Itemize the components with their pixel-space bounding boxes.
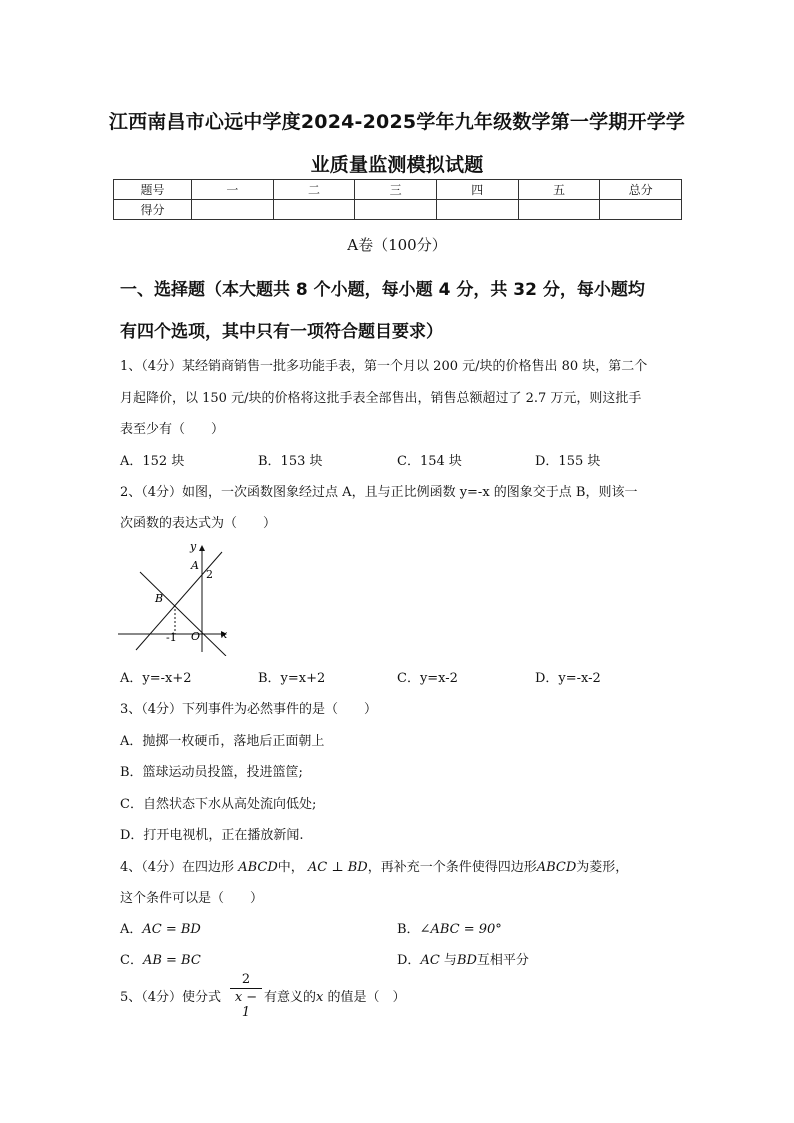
score-row-label: 得分 [114,200,192,220]
graph-label-minus-1: -1 [166,631,177,644]
q4-option-c-math: AB = BC [142,953,201,968]
score-cell[interactable] [436,200,518,220]
q1-option-d[interactable]: D．155 块 [535,454,601,469]
q2-function-graph [118,538,243,656]
graph-label-a: A [191,559,199,572]
graph-label-o: O [191,630,201,643]
q3-stem: 3、（4分）下列事件为必然事件的是（ ） [120,702,378,717]
line-through-a-b [136,552,222,650]
q4-option-b-math: ∠ABC = 90° [419,922,502,937]
q4-condition-math: AC ⊥ BD [307,860,368,875]
q2-stem-line1: 2、（4分）如图，一次函数图象经过点 A，且与正比例函数 y=-x 的图象交于点 B，则该一 [120,485,638,500]
q2-option-d[interactable]: D．y=-x-2 [535,671,601,686]
q4-option-a[interactable] [120,918,201,937]
paper-a-label: A卷（100分） [347,236,447,254]
q4-option-d-text-2: 互相平分 [476,953,529,968]
q4-option-d-text-1: 与 [443,953,457,968]
q2-option-c[interactable]: C．y=x-2 [397,671,458,686]
score-table-header-cell: 总分 [600,180,682,200]
q1-option-a[interactable]: A．152 块 [120,454,185,469]
score-table-score-row [114,200,682,220]
score-table-header-cell: 题号 [114,180,192,200]
q4-option-a-label: A． [120,922,143,937]
q4-abcd-math-2: ABCD [536,860,577,875]
graph-label-x: x [221,628,228,641]
q1-stem-line3: 表至少有（ ） [120,422,225,437]
q3-option-b[interactable]: B．篮球运动员投篮，投进篮筐; [120,765,303,780]
q3-option-d[interactable]: D．打开电视机，正在播放新闻. [120,828,304,843]
q4-option-d-math-2: BD [456,953,477,968]
q4-option-d-label: D． [397,953,421,968]
q1-option-c[interactable]: C．154 块 [397,454,462,469]
q5-fraction [230,972,262,1020]
q1-option-b[interactable]: B．153 块 [258,454,323,469]
score-table-header-cell: 二 [273,180,355,200]
score-cell[interactable] [600,200,682,220]
q4-option-d[interactable] [397,949,529,968]
line-y-eq-neg-x [140,572,226,656]
exam-title-line2: 业质量监测模拟试题 [310,154,484,176]
score-table [113,179,682,220]
q4-option-c[interactable] [120,949,201,968]
q4-option-b-label: B． [397,922,420,937]
q5-fraction-denominator: x − 1 [234,990,258,1020]
q4-stem-part-d: 为菱形， [576,860,629,875]
q5-var-x: x [316,990,324,1005]
score-table-header-cell: 三 [355,180,437,200]
q4-stem-part-a: 4、（4分）在四边形 [120,860,235,875]
q2-option-a[interactable]: A．y=-x+2 [120,671,192,686]
score-cell[interactable] [192,200,274,220]
q4-stem-line1 [120,856,628,875]
q4-stem-line2: 这个条件可以是（ ） [120,891,264,906]
q5-stem-suffix [264,986,406,1005]
q4-option-a-math: AC = BD [142,922,201,937]
section1-heading-line1: 一、选择题（本大题共 8 个小题，每小题 4 分，共 32 分，每小题均 [120,280,645,300]
q1-stem-line1: 1、（4分）某经销商销售一批多功能手表，第一个月以 200 元/块的价格售出 80 块，第二个 [120,359,648,374]
q3-option-c[interactable]: C．自然状态下水从高处流向低处; [120,797,317,812]
q5-fraction-numerator: 2 [241,972,251,987]
q5-stem-prefix: 5、（4分）使分式 [120,990,222,1005]
score-cell[interactable] [273,200,355,220]
q5-suffix-a: 有意义的 [264,990,317,1005]
q4-option-c-label: C． [120,953,143,968]
score-table-header-cell: 五 [518,180,600,200]
q4-option-b[interactable] [397,918,502,937]
q4-abcd-math: ABCD [238,860,278,875]
score-table-header-cell: 一 [192,180,274,200]
graph-label-b: B [155,592,164,605]
graph-label-y: y [190,540,197,553]
q2-option-b[interactable]: B．y=x+2 [258,671,326,686]
score-table-header-row [114,180,682,200]
section1-heading-line2: 有四个选项，其中只有一项符合题目要求） [120,322,443,342]
graph-label-2: 2 [206,568,213,581]
q4-stem-part-b: 中， [277,860,304,875]
q4-stem-part-c: ，再补充一个条件使得四边形 [367,860,537,875]
q1-stem-line2: 月起降价，以 150 元/块的价格将这批手表全部售出，销售总额超过了 2.7 万元，则这批手 [120,391,642,406]
score-cell[interactable] [518,200,600,220]
q5-suffix-b: 的值是（ ） [327,990,406,1005]
exam-title-line1: 江西南昌市心远中学度2024-2025学年九年级数学第一学期开学学 [108,111,686,133]
score-cell[interactable] [355,200,437,220]
q5-fraction-bar [230,988,262,989]
score-table-header-cell: 四 [436,180,518,200]
q4-option-d-math-1: AC [420,953,440,968]
q2-stem-line2: 次函数的表达式为（ ） [120,516,277,531]
q3-option-a[interactable]: A．抛掷一枚硬币，落地后正面朝上 [120,734,325,749]
